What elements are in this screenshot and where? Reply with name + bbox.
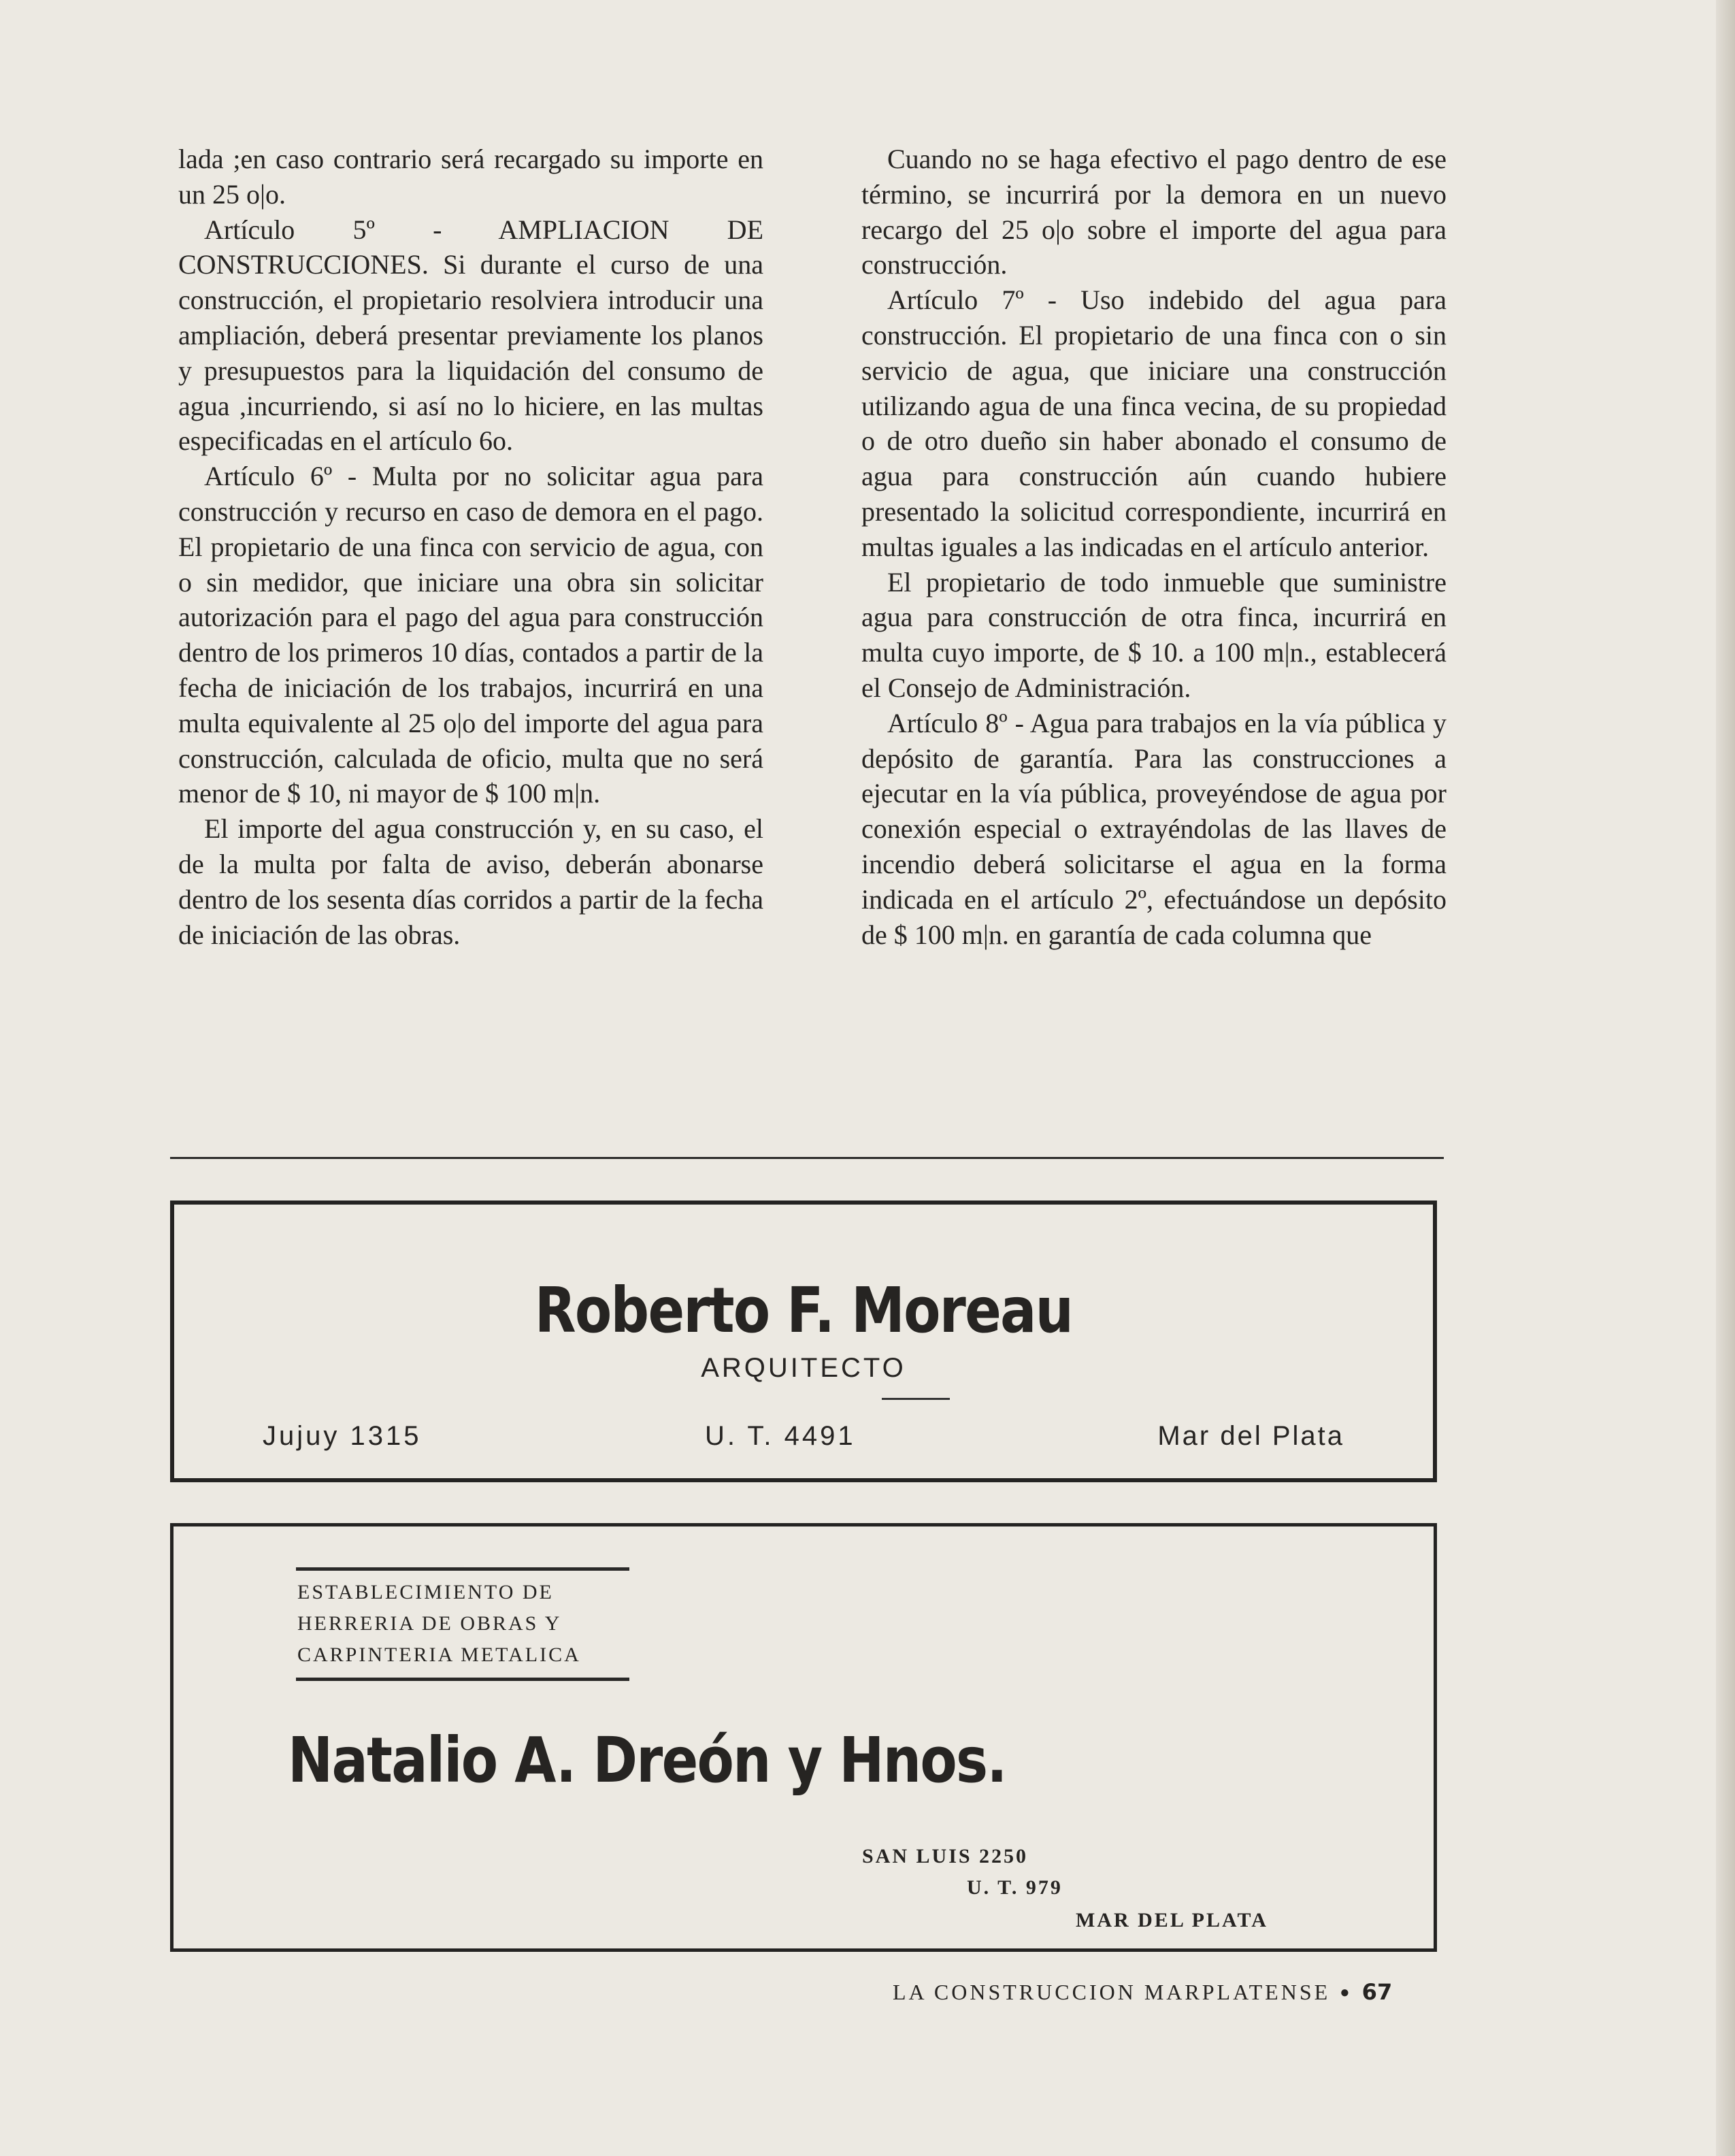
paragraph: Cuando no se haga efectivo el pago dentro de ese término, se incurrirá por la demora en un nuevo recargo del 25 o|o sobre el importe del agua para construcción. [861,144,1447,280]
advertiser-phone: U. T. 979 [967,1876,1063,1899]
advertiser-city: Mar del Plata [1157,1421,1344,1451]
advertiser-name: Roberto F. Moreau [534,1274,1073,1347]
paragraph: El propietario de todo inmueble que suministre agua para construcción de otra finca, incurrirá en multa cuyo importe, de $ 10. a 100 m|n., establecerá el Consejo de Administración. [861,566,1447,703]
paragraph: El importe del agua construcción y, en su caso, el de la multa por falta de aviso, deberán abonarse dentro de los sesenta días corridos a partir de la fecha de iniciación de las obras. [178,813,763,950]
publication-title: LA CONSTRUCCION MARPLATENSE [893,1980,1331,2004]
advertiser-address: Jujuy 1315 [263,1421,422,1451]
advertiser-phone: U. T. 4491 [705,1421,856,1451]
paragraph: Artículo 7º - Uso indebido del agua para construcción. El propietario de una finca con o sin servicio de agua, que iniciare una construcción utilizando agua de una finca vecina, de su propiedad o de otro dueño sin haber abonado el consumo de agua para construcción aún cuando hubiere presentado la solicitud correspondiente, incurrirá en multas iguales a las indicadas en el artículo anterior. [861,284,1447,562]
advertisement-dreon [170,1523,1437,1952]
page-edge [1716,0,1735,2156]
section-divider [170,1157,1444,1159]
ad-divider [882,1398,950,1400]
ad-divider [296,1567,629,1571]
advertisement-moreau [170,1200,1437,1482]
advertiser-profession: ARQUITECTO [701,1353,906,1383]
left-text-column [178,142,763,952]
paragraph: lada ;en caso contrario será recargado su importe en un 25 o|o. [178,144,763,210]
bullet-icon: ● [1340,1984,1353,2002]
advertiser-name: Natalio A. Dreón y Hnos. [288,1724,1006,1797]
paragraph: Artículo 5º - AMPLIACION DE CONSTRUCCIONES. Si durante el curso de una construcción, el propietario resolviera introducir una ampliación, deberá presentar previamente los planos y presupuestos para la liquidación del consumo de agua ,incurriendo, si así no lo hiciere, en las multas especificadas en el artículo 6o. [178,214,763,457]
ad-divider [296,1678,629,1681]
paragraph: Artículo 8º - Agua para trabajos en la vía pública y depósito de garantía. Para las construcciones a ejecutar en la vía pública, proveyéndose de agua por conexión especial o extrayéndolas de las llaves de incendio deberá solicitarse el agua en la forma indicada en el artículo 2º, efectuándose un depósito de $ 100 m|n. en garantía de cada columna que [861,707,1447,950]
business-type-line: HERRERIA DE OBRAS Y [297,1612,562,1635]
business-type [297,1577,631,1671]
paragraph: Artículo 6º - Multa por no solicitar agua para construcción y recurso en caso de demora en el pago. El propietario de una finca con servicio de agua, con o sin medidor, que iniciare una obra sin solicitar autorización para el pago del agua para construcción dentro de los primeros 10 días, contados a partir de la fecha de iniciación de los trabajos, incurrirá en una multa equivalente al 25 o|o del importe del agua para construcción, calculada de oficio, multa que no será menor de $ 10, ni mayor de $ 100 m|n. [178,461,763,809]
business-type-line: ESTABLECIMIENTO DE [297,1581,554,1603]
advertiser-city: MAR DEL PLATA [1076,1909,1268,1931]
page-number: 67 [1361,1979,1393,2005]
page-footer [893,1979,1392,2005]
business-type-line: CARPINTERIA METALICA [297,1644,581,1666]
right-text-column [861,142,1447,952]
advertiser-address: SAN LUIS 2250 [862,1845,1029,1867]
